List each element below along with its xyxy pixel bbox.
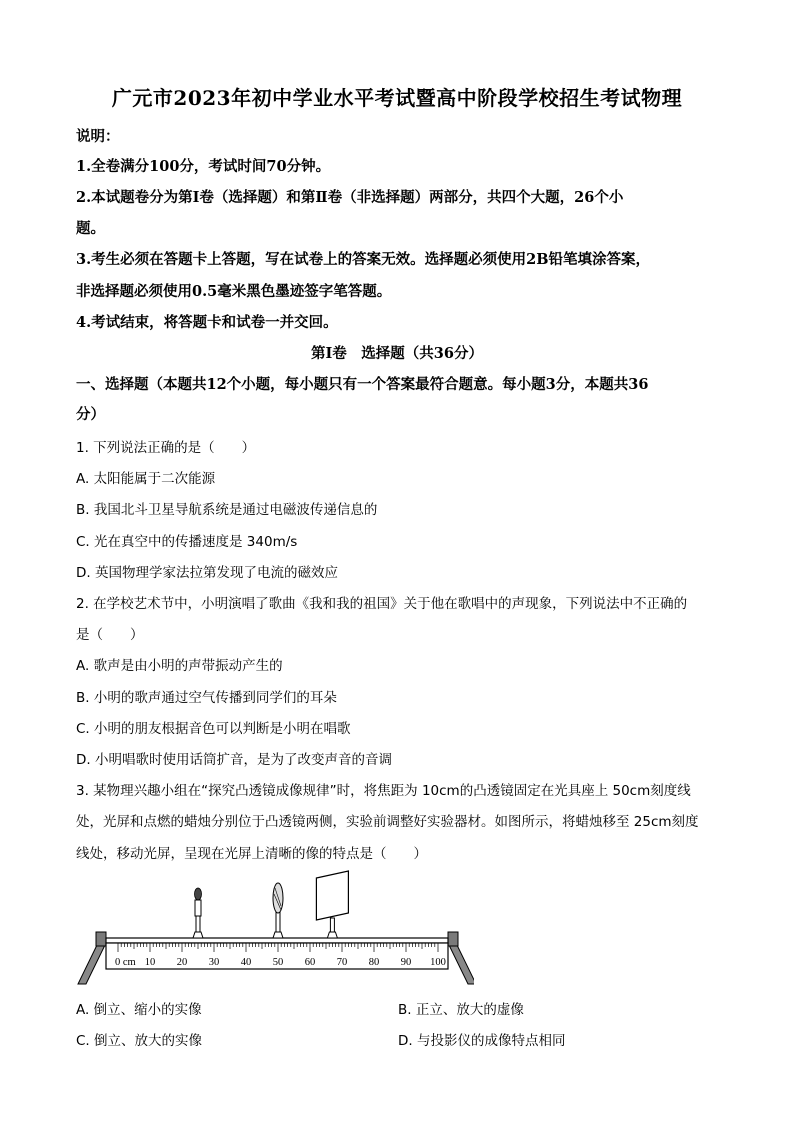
- scale-label: 20: [176, 957, 188, 968]
- question-3-stem: 线处，移动光屏，呈现在光屏上清晰的像的特点是（ ）: [76, 846, 427, 862]
- scale-label: 50: [272, 957, 284, 968]
- part1-heading: 第Ⅰ卷 选择题（共36分）: [311, 345, 483, 362]
- section-heading-line: 分）: [76, 406, 105, 423]
- instructions-heading: 说明：: [76, 128, 120, 145]
- bench-rail-top: [106, 938, 448, 943]
- scale-label: 10: [144, 957, 156, 968]
- question-1-option-d: D. 英国物理学家法拉第发现了电流的磁效应: [76, 565, 338, 581]
- question-2-option-c: C. 小明的朋友根据音色可以判断是小明在唱歌: [76, 721, 351, 737]
- candle-clamp: [193, 932, 203, 938]
- lens-body: [273, 883, 283, 913]
- scale-label: 40: [240, 957, 252, 968]
- question-3-option-d: D. 与投影仪的成像特点相同: [398, 1033, 566, 1049]
- question-1-stem: 1. 下列说法正确的是（ ）: [76, 440, 256, 456]
- candle: [193, 888, 203, 938]
- question-2-option-d: D. 小明唱歌时使用话筒扩音，是为了改变声音的音调: [76, 752, 392, 768]
- question-2-stem: 2. 在学校艺术节中，小明演唱了歌曲《我和我的祖国》关于他在歌唱中的声现象，下列说法中不正确的: [76, 596, 688, 612]
- optical-bench-figure: [74, 868, 474, 988]
- question-1-option-c: C. 光在真空中的传播速度是 340m/s: [76, 534, 298, 550]
- question-2-option-a: A. 歌声是由小明的声带振动产生的: [76, 658, 283, 674]
- question-1-option-a: A. 太阳能属于二次能源: [76, 471, 216, 487]
- candle-body: [195, 900, 201, 916]
- section-heading-line: 一、选择题（本题共12个小题，每小题只有一个答案最符合题意。每小题3分，本题共36: [76, 376, 649, 393]
- question-2-stem: 是（ ）: [76, 627, 144, 643]
- instruction-line: 题。: [76, 220, 105, 237]
- screen-board: [316, 871, 348, 920]
- instruction-line: 4.考试结束，将答题卡和试卷一并交回。: [76, 314, 338, 331]
- scale-label: 80: [368, 957, 380, 968]
- question-3-stem: 处，光屏和点燃的蜡烛分别位于凸透镜两侧，实验前调整好实验器材。如图所示，将蜡烛移至 25cm刻度: [76, 814, 699, 830]
- question-3-option-a: A. 倒立、缩小的实像: [76, 1002, 202, 1018]
- instruction-line: 2.本试题卷分为第Ⅰ卷（选择题）和第Ⅱ卷（非选择题）两部分，共四个大题，26个小: [76, 189, 624, 206]
- scale-label: 70: [336, 957, 348, 968]
- scale-label: 60: [304, 957, 316, 968]
- scale-label: 30: [208, 957, 220, 968]
- screen-clamp: [327, 932, 337, 938]
- scale-label: 90: [400, 957, 412, 968]
- question-3-option-c: C. 倒立、放大的实像: [76, 1033, 203, 1049]
- instruction-line: 非选择题必须使用0.5毫米黑色墨迹签字笔答题。: [76, 283, 392, 300]
- right-end-block: [448, 932, 458, 946]
- left-end-block: [96, 932, 106, 946]
- question-3-stem: 3. 某物理兴趣小组在“探究凸透镜成像规律”时，将焦距为 10cm的凸透镜固定在光具座上 50cm刻度线: [76, 783, 691, 799]
- light-screen: [316, 871, 348, 938]
- question-2-option-b: B. 小明的歌声通过空气传播到同学们的耳朵: [76, 690, 337, 706]
- convex-lens: [273, 883, 283, 938]
- page-title: 广元市2023年初中学业水平考试暨高中阶段学校招生考试物理: [111, 86, 683, 110]
- instruction-line: 1.全卷满分100分，考试时间70分钟。: [76, 158, 331, 175]
- scale-label: 100: [430, 957, 446, 968]
- question-3-option-b: B. 正立、放大的虚像: [398, 1002, 524, 1018]
- instruction-line: 3.考生必须在答题卡上答题，写在试卷上的答案无效。选择题必须使用2B铅笔填涂答案，: [76, 251, 650, 268]
- scale-label: 0 cm: [115, 957, 136, 968]
- question-1-option-b: B. 我国北斗卫星导航系统是通过电磁波传递信息的: [76, 502, 378, 518]
- candle-flame: [195, 888, 202, 900]
- lens-clamp: [273, 932, 283, 938]
